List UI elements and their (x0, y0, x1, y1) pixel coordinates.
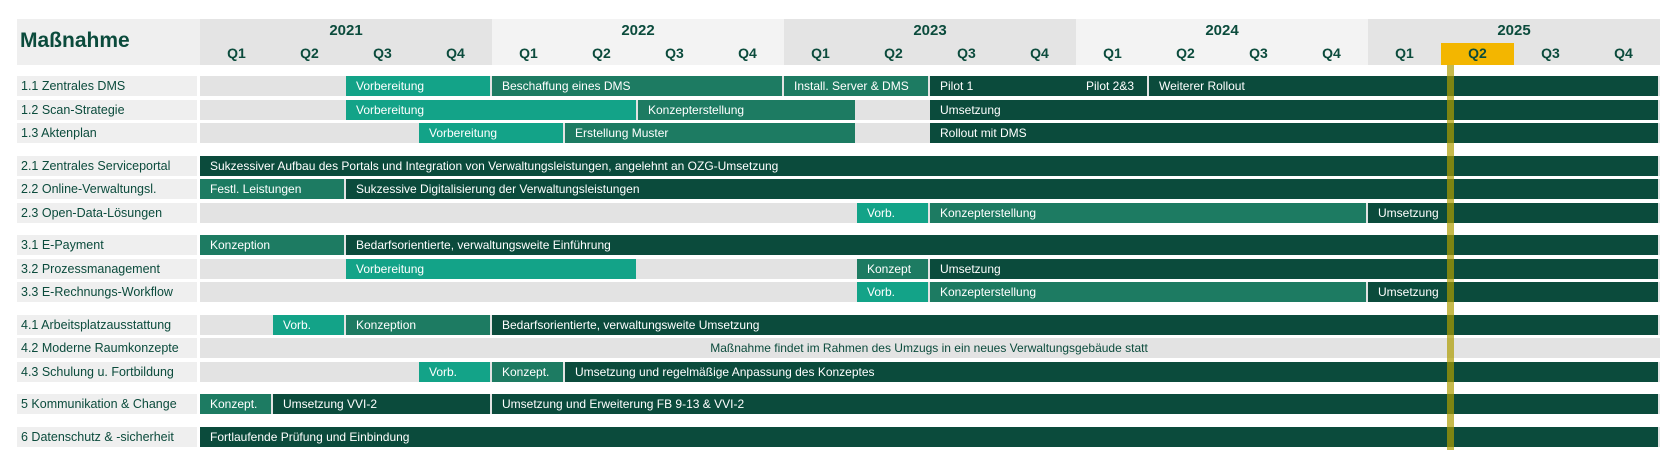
gantt-bar: Festl. Leistungen (200, 179, 344, 199)
row-label: 1.1 Zentrales DMS (17, 76, 197, 96)
gantt-bar: Vorbereitung (346, 76, 490, 96)
row-label: 3.2 Prozessmanagement (17, 259, 197, 279)
gantt-bar: Bedarfsorientierte, verwaltungsweite Umsetzung (492, 315, 1658, 335)
chart-title: Maßnahme (20, 29, 130, 52)
gantt-bar: Install. Server & DMS (784, 76, 928, 96)
quarter-label: Q4 (1614, 45, 1633, 61)
gantt-bar: Umsetzung und regelmäßige Anpassung des Konzeptes (565, 362, 1658, 382)
row-label: 1.3 Aktenplan (17, 123, 197, 143)
gantt-bar: Umsetzung und Erweiterung FB 9-13 & VVI-2 (492, 394, 1658, 414)
quarter-label: Q3 (373, 45, 392, 61)
quarter-label: Q2 (300, 45, 319, 61)
row-label: 5 Kommunikation & Change (17, 394, 197, 414)
gantt-bar: Pilot 1 (930, 76, 1147, 96)
quarter-label: Q3 (1541, 45, 1560, 61)
gantt-bar: Vorbereitung (346, 259, 636, 279)
quarter-label: Q3 (665, 45, 684, 61)
gantt-bar: Konzept (857, 259, 928, 279)
gantt-bar: Umsetzung VVI-2 (273, 394, 490, 414)
quarter-label: Q2 (1468, 45, 1487, 61)
quarter-label: Q1 (519, 45, 538, 61)
gantt-bar: Konzeption (346, 315, 490, 335)
quarter-label: Q4 (446, 45, 465, 61)
quarter-label: Q2 (1176, 45, 1195, 61)
row-label: 1.2 Scan-Strategie (17, 100, 197, 120)
quarter-label: Q4 (738, 45, 757, 61)
quarter-label: Q3 (957, 45, 976, 61)
gantt-bar: Konzepterstellung (930, 203, 1366, 223)
gantt-bar: Erstellung Muster (565, 123, 855, 143)
gantt-bar: Pilot 2&3 (1076, 76, 1147, 96)
gantt-bar: Umsetzung (1368, 203, 1658, 223)
row-label: 6 Datenschutz & -sicherheit (17, 427, 197, 447)
row-label: 3.3 E-Rechnungs-Workflow (17, 282, 197, 302)
gantt-bar: Umsetzung (1368, 282, 1658, 302)
quarter-label: Q4 (1322, 45, 1341, 61)
gantt-bar: Sukzessiver Aufbau des Portals und Integration von Verwaltungsleistungen, angelehnt an OZG-Umsetzung (200, 156, 1658, 176)
gantt-bar: Vorbereitung (346, 100, 636, 120)
year-label: 2022 (621, 22, 655, 39)
quarter-label: Q1 (811, 45, 830, 61)
year-label: 2024 (1205, 22, 1239, 39)
gantt-bar: Konzept. (200, 394, 271, 414)
gantt-bar: Bedarfsorientierte, verwaltungsweite Einführung (346, 235, 1658, 255)
row-label: 2.1 Zentrales Serviceportal (17, 156, 197, 176)
quarter-label: Q1 (1103, 45, 1122, 61)
quarter-label: Q4 (1030, 45, 1049, 61)
gantt-bar: Vorbereitung (419, 123, 563, 143)
gantt-bar: Sukzessive Digitalisierung der Verwaltungsleistungen (346, 179, 1658, 199)
gantt-bar: Umsetzung (930, 259, 1658, 279)
year-label: 2023 (913, 22, 947, 39)
quarter-label: Q2 (592, 45, 611, 61)
gantt-bar: Konzepterstellung (638, 100, 855, 120)
gantt-bar: Vorb. (273, 315, 344, 335)
gantt-bar: Fortlaufende Prüfung und Einbindung (200, 427, 1658, 447)
year-label: 2021 (329, 22, 363, 39)
gantt-bar: Konzeption (200, 235, 344, 255)
gantt-bar: Vorb. (857, 282, 928, 302)
gantt-bar: Rollout mit DMS (930, 123, 1658, 143)
gantt-bar: Konzept. (492, 362, 563, 382)
gantt-bar: Weiterer Rollout (1149, 76, 1658, 96)
gantt-bar: Vorb. (857, 203, 928, 223)
gantt-bar: Konzepterstellung (930, 282, 1366, 302)
gantt-bar: Maßnahme findet im Rahmen des Umzugs in ein neues Verwaltungsgebäude statt (200, 338, 1658, 358)
year-label: 2025 (1497, 22, 1531, 39)
quarter-label: Q1 (227, 45, 246, 61)
row-label: 2.3 Open-Data-Lösungen (17, 203, 197, 223)
row-label: 3.1 E-Payment (17, 235, 197, 255)
quarter-label: Q1 (1395, 45, 1414, 61)
current-date-marker (1447, 65, 1454, 450)
gantt-bar: Beschaffung eines DMS (492, 76, 782, 96)
row-label: 4.2 Moderne Raumkonzepte (17, 338, 197, 358)
row-label: 4.3 Schulung u. Fortbildung (17, 362, 197, 382)
row-label: 2.2 Online-Verwaltungsl. (17, 179, 197, 199)
row-label: 4.1 Arbeitsplatzausstattung (17, 315, 197, 335)
quarter-label: Q2 (884, 45, 903, 61)
gantt-bar: Vorb. (419, 362, 490, 382)
gantt-bar: Umsetzung (930, 100, 1658, 120)
quarter-label: Q3 (1249, 45, 1268, 61)
